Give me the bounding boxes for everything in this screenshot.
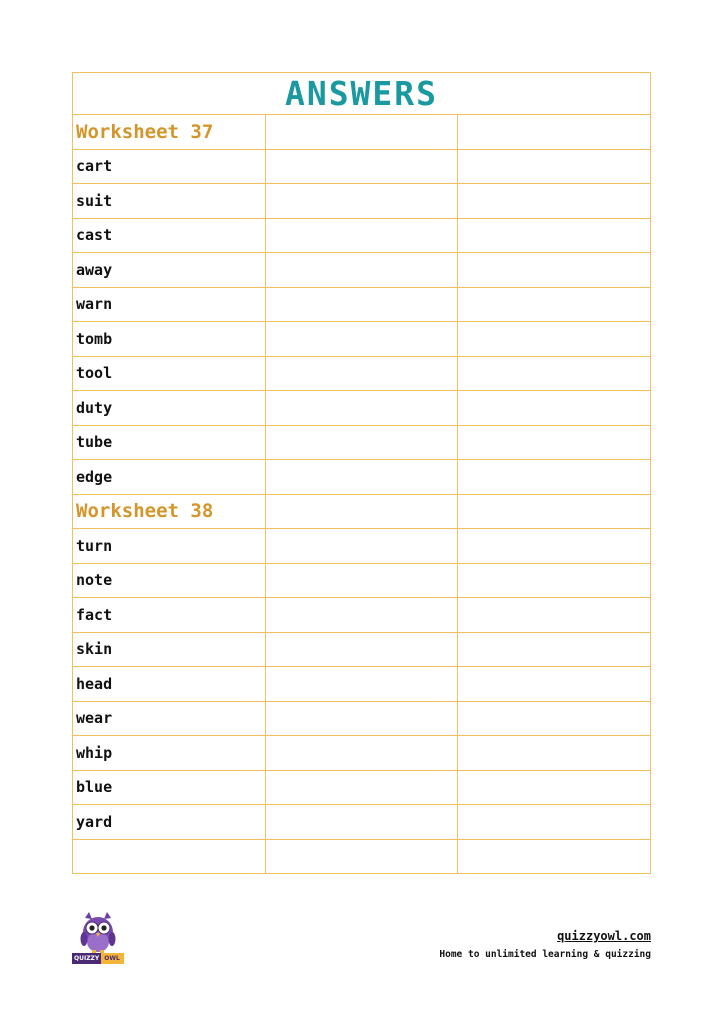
answer-cell — [265, 218, 458, 253]
answer-cell — [458, 701, 651, 736]
empty-row — [73, 839, 651, 874]
word-cell: tomb — [73, 322, 266, 357]
answer-cell — [458, 805, 651, 840]
word-cell — [73, 839, 266, 874]
answer-cell — [458, 529, 651, 564]
tagline: Home to unlimited learning & quizzing — [439, 949, 651, 960]
quizzyowl-logo — [72, 912, 124, 964]
word-cell: blue — [73, 770, 266, 805]
answer-cell — [458, 460, 651, 495]
answer-cell — [265, 598, 458, 633]
answer-cell — [458, 322, 651, 357]
worksheet-header-row — [73, 494, 651, 529]
word-cell: head — [73, 667, 266, 702]
answer-cell — [265, 805, 458, 840]
answer-cell — [265, 149, 458, 184]
answer-cell — [265, 322, 458, 357]
worksheet-label: Worksheet 38 — [73, 494, 266, 529]
answer-cell — [265, 356, 458, 391]
table-row — [73, 632, 651, 667]
answer-cell — [265, 253, 458, 288]
word-cell: edge — [73, 460, 266, 495]
owl-icon — [72, 912, 124, 954]
table-row — [73, 356, 651, 391]
table-row — [73, 391, 651, 426]
answer-cell — [265, 736, 458, 771]
answer-cell — [265, 494, 458, 529]
answer-cell — [458, 356, 651, 391]
answer-cell — [458, 218, 651, 253]
table-row — [73, 805, 651, 840]
word-cell: cart — [73, 149, 266, 184]
answer-cell — [265, 529, 458, 564]
answer-cell — [265, 632, 458, 667]
answer-cell — [458, 149, 651, 184]
answer-cell — [265, 287, 458, 322]
answer-cell — [458, 563, 651, 598]
table-row — [73, 529, 651, 564]
word-cell: tube — [73, 425, 266, 460]
word-cell: warn — [73, 287, 266, 322]
answer-cell — [265, 701, 458, 736]
answer-cell — [265, 770, 458, 805]
answer-cell — [458, 667, 651, 702]
answer-cell — [458, 770, 651, 805]
table-row — [73, 149, 651, 184]
answer-cell — [265, 839, 458, 874]
answers-table — [72, 72, 651, 874]
answer-cell — [458, 494, 651, 529]
table-row — [73, 667, 651, 702]
answer-cell — [458, 287, 651, 322]
logo-wordmark: QUIZZY OWL — [72, 953, 124, 964]
word-cell: duty — [73, 391, 266, 426]
table-row — [73, 425, 651, 460]
answer-cell — [458, 184, 651, 219]
table-row — [73, 218, 651, 253]
answer-cell — [458, 839, 651, 874]
worksheet-label: Worksheet 37 — [73, 115, 266, 150]
table-row — [73, 322, 651, 357]
answer-cell — [458, 115, 651, 150]
table-row — [73, 460, 651, 495]
table-row — [73, 770, 651, 805]
answer-cell — [458, 598, 651, 633]
answer-cell — [265, 184, 458, 219]
word-cell: whip — [73, 736, 266, 771]
answer-cell — [265, 425, 458, 460]
word-cell: tool — [73, 356, 266, 391]
title-row — [73, 73, 651, 115]
answer-cell — [458, 425, 651, 460]
answer-cell — [265, 667, 458, 702]
word-cell: cast — [73, 218, 266, 253]
word-cell: turn — [73, 529, 266, 564]
answer-cell — [265, 115, 458, 150]
word-cell: suit — [73, 184, 266, 219]
answer-cell — [458, 253, 651, 288]
table-row — [73, 253, 651, 288]
answer-cell — [265, 391, 458, 426]
table-row — [73, 563, 651, 598]
word-cell: away — [73, 253, 266, 288]
table-row — [73, 184, 651, 219]
table-row — [73, 701, 651, 736]
word-cell: yard — [73, 805, 266, 840]
answer-cell — [458, 391, 651, 426]
word-cell: note — [73, 563, 266, 598]
site-link[interactable]: quizzyowl.com — [557, 929, 651, 943]
word-cell: skin — [73, 632, 266, 667]
word-cell: fact — [73, 598, 266, 633]
answer-cell — [458, 736, 651, 771]
table-row — [73, 287, 651, 322]
table-row — [73, 736, 651, 771]
page-title: ANSWERS — [73, 73, 651, 115]
answer-cell — [265, 563, 458, 598]
footer-info — [439, 929, 651, 960]
word-cell: wear — [73, 701, 266, 736]
answer-cell — [458, 632, 651, 667]
worksheet-header-row — [73, 115, 651, 150]
answer-cell — [265, 460, 458, 495]
table-row — [73, 598, 651, 633]
